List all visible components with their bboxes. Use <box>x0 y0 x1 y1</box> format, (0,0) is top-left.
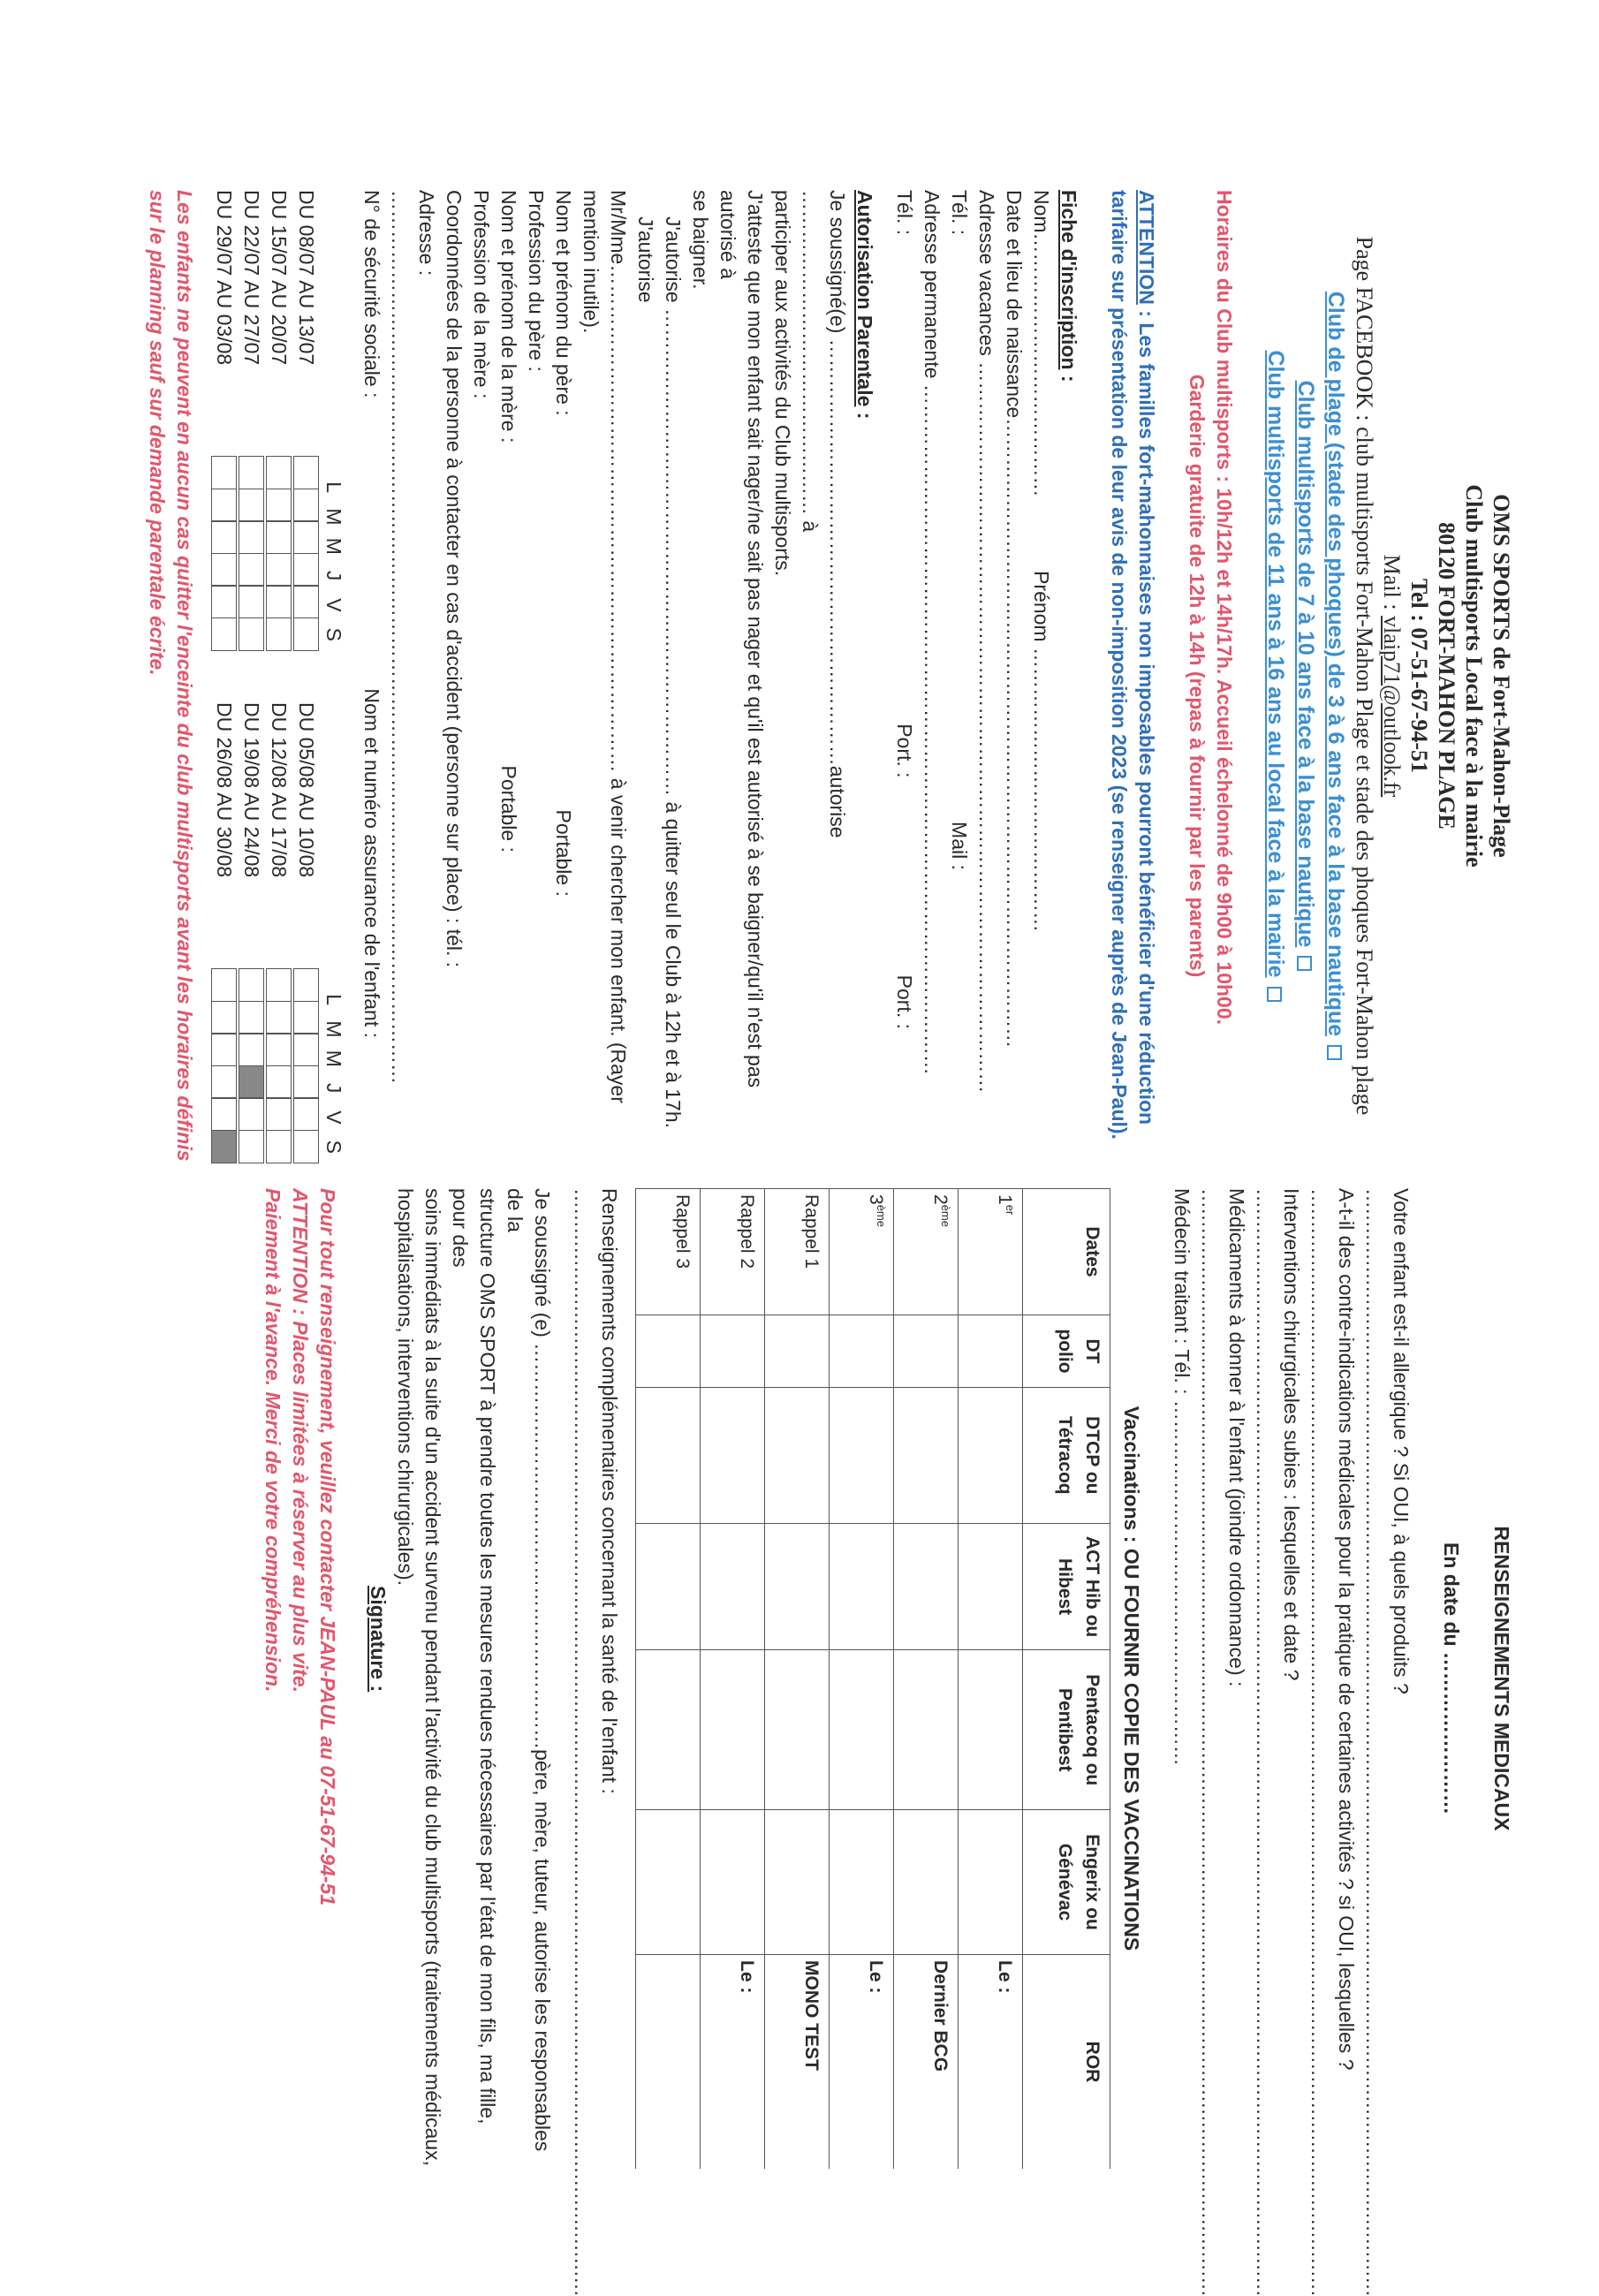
medication-answer[interactable]: ……………………………………………………………………………………………………………………………………………………… <box>1198 1188 1221 2296</box>
autorisation-line-2: participer aux activités du Club multisports. <box>771 190 794 577</box>
day-cell[interactable] <box>211 968 237 1002</box>
allergy-answer[interactable]: ……………………………………………………………………………………………………………………………………………………… <box>1362 1188 1385 2296</box>
hours-line-1: Horaires du Club multisports : 10h/12h et 14h/17h. Accueil échelonné de 9h00 à 10h00. <box>1213 190 1236 1026</box>
day-cell-closed <box>239 1065 264 1099</box>
consent-line-2: structure OMS SPORT à prendre toutes les mesures rendues nécessaires par l'état de mon fils, ma fille, pour des <box>449 1188 499 2125</box>
day-cell[interactable] <box>293 585 319 618</box>
mail-line: Mail : vlaip71@outlook.fr <box>1379 554 1405 798</box>
day-cell[interactable] <box>266 618 292 651</box>
day-cell[interactable] <box>293 1033 319 1066</box>
day-cell[interactable] <box>211 585 237 618</box>
day-cell[interactable] <box>239 1097 264 1131</box>
secu-field[interactable]: N° de sécurité sociale : <box>360 190 383 398</box>
day-cell[interactable] <box>266 1065 292 1099</box>
city: 80120 FORT-MAHON PLAGE <box>1434 522 1459 830</box>
week-row: DU 05/08 AU 10/08 <box>292 702 320 1162</box>
day-cell[interactable] <box>266 585 292 618</box>
day-cell[interactable] <box>211 553 237 587</box>
day-cell[interactable] <box>293 520 319 554</box>
mother-profession-field[interactable]: Profession de la mère : <box>470 190 493 399</box>
medication-question: Médicaments à donner à l'enfant (joindre ordonnance) : <box>1225 1188 1248 1687</box>
autorisation-line-3: J'atteste que mon enfant sait nager/ne sait pas nager et qu'il est autorisé à se baigner/qu'il n'est pas autorisé à <box>716 190 767 1088</box>
day-cell[interactable] <box>239 1130 264 1163</box>
birth-field[interactable]: Date et lieu de naissance………………………………………………………………………………… <box>1003 190 1026 1049</box>
week-row: DU 22/07 AU 27/07 <box>238 190 265 649</box>
day-cell[interactable] <box>293 618 319 651</box>
day-cell[interactable] <box>266 1001 292 1034</box>
day-cell[interactable] <box>266 1097 292 1131</box>
nom-field[interactable]: Nom………………………………… <box>1030 190 1053 497</box>
vaccination-title: Vaccinations : OU FOURNIR COPIE DES VACCINATIONS <box>1120 1406 1143 1951</box>
org-name: OMS SPORTS de Fort-Mahon-Plage <box>1489 494 1514 858</box>
schedule-july <box>210 190 347 649</box>
day-cell[interactable] <box>266 1033 292 1066</box>
vaccination-row: 3ème Le : <box>830 1189 894 2170</box>
port2-field[interactable]: Port. : <box>893 974 916 1029</box>
attention-note: ATTENTION : Les familles fort-mahonnaises non imposables pourront bénéficier d'une réduction tarifaire sur présentation de leur avis de non-imposition 2023 (se renseigner auprès de Jean-Paul). <box>1108 190 1158 1140</box>
tel2-field[interactable]: Tél. : <box>893 190 916 236</box>
surgery-answer[interactable]: ……………………………………………………………………………………………………………………………………………………… <box>1253 1188 1276 2296</box>
day-cell[interactable] <box>239 456 264 489</box>
checkbox-club-7-10[interactable] <box>1297 956 1312 971</box>
vaccination-row: Rappel 1 MONO TEST <box>765 1189 830 2170</box>
autorisation-line-5[interactable]: J'autorise ……………………………………………………………… à quitter seul le Club à 12h et à 17h. J'autorise <box>634 216 685 1129</box>
day-cell[interactable] <box>239 553 264 587</box>
week-row: DU 29/07 AU 03/08 <box>210 190 238 649</box>
day-header: L M M J V S <box>322 481 345 641</box>
vaccination-header-row: Dates DT polio DTCP ou Tétracoq ACT Hib ou Hibest Pentacoq ou Pentibest Engerix ou Génévac ROR <box>1023 1189 1110 2170</box>
consent-line-4: hospitalisations, interventions chirurgicales). <box>394 1188 417 1586</box>
club-subtitle: Club multisports Local face à la mairie <box>1461 484 1487 868</box>
week-row: DU 12/08 AU 17/08 <box>265 702 292 1162</box>
vaccination-row: Rappel 3 <box>636 1189 701 2170</box>
registration-panel <box>143 190 1515 1162</box>
mail-field[interactable]: Mail : <box>948 822 971 870</box>
signature-field[interactable]: Signature : <box>367 1586 390 1693</box>
permanent-address-field[interactable]: Adresse permanente ………………………………………………………………………………………… <box>921 190 943 1075</box>
warning-note: Les enfants ne peuvent en aucun cas quitter l'enceinte du club multisports avant les horaires définis sur le planning sauf sur demande parentale écrite. <box>146 190 196 1162</box>
fiche-title: Fiche d'inscription : <box>1057 190 1080 383</box>
footer-places: ATTENTION : Places limitées à réserver au plus vite. <box>289 1188 312 1693</box>
day-cell[interactable] <box>211 618 237 651</box>
day-cell[interactable] <box>211 489 237 522</box>
week-row: DU 08/07 AU 13/07 <box>292 190 320 649</box>
autorisation-title: Autorisation Parentale : <box>853 190 876 420</box>
surgery-question: Interventions chirurgicales subies : lesquelles et date ? <box>1280 1188 1303 1681</box>
medical-date-field[interactable]: En date du …………………… <box>1440 1542 1463 1815</box>
checkbox-club-plage[interactable] <box>1327 1045 1342 1060</box>
assurance-field[interactable]: Nom et numéro assurance de l'enfant : <box>360 688 383 1038</box>
day-cell[interactable] <box>266 1130 292 1163</box>
day-cell[interactable] <box>266 456 292 489</box>
vaccination-row: 1er Le : <box>959 1189 1023 2170</box>
footer-contact: Pour tout renseignement, veuillez contacter JEAN-PAUL au 07-51-67-94-51 <box>316 1188 339 1906</box>
day-cell[interactable] <box>239 618 264 651</box>
facebook-line: Page FACEBOOK : club multisports Fort-Mahon Plage et stade des phoques Fort-Mahon plage <box>1352 236 1377 1116</box>
day-cell[interactable] <box>239 1001 264 1034</box>
allergy-question: Votre enfant est-il allergique ? Si OUI, à quels produits ? <box>1390 1188 1413 1694</box>
day-cell[interactable] <box>293 1097 319 1131</box>
vacation-address-field[interactable]: Adresse vacances ……………………………………………………………………………………………… <box>975 190 998 1094</box>
day-cell-closed <box>211 1130 237 1163</box>
day-cell[interactable] <box>239 968 264 1002</box>
father-row <box>549 190 577 1162</box>
day-cell[interactable] <box>211 1001 237 1034</box>
medical-title: RENSEIGNEMENTS MEDICAUX <box>1490 1526 1513 1831</box>
club-option-3: Club multisports de 11 ans à 16 ans au local face à la mairie <box>1261 190 1291 1162</box>
consent-line-3: soins immédiats à la suite d'un accident survenu pendant l'activité du club multisports (traitements médicaux, <box>421 1188 444 2166</box>
club-option-1: Club de plage (stade des phoques) de 3 à 6 ans face à la base nautique <box>1321 190 1351 1162</box>
mother-row <box>495 190 522 1162</box>
phone: Tel : 07-51-67-94-51 <box>1406 578 1432 773</box>
day-cell[interactable] <box>211 1033 237 1066</box>
autorisation-line-4: se baigner. <box>689 190 712 290</box>
day-cell[interactable] <box>211 1065 237 1099</box>
hours-line-2: Garderie gratuite de 12h à 14h (repas à fournir par les parents) <box>1186 374 1209 978</box>
contraindication-answer[interactable]: ……………………………………………………………………………………………………………………………………………………… <box>1307 1188 1330 2296</box>
day-cell[interactable] <box>293 456 319 489</box>
day-cell[interactable] <box>266 520 292 554</box>
father-portable-field[interactable]: Portable : <box>552 809 575 897</box>
contraindication-question: A-t-il des contre-indications médicales pour la pratique de certaines activités ? si OUI, lesquelles ? <box>1335 1188 1358 2071</box>
tel-port-row <box>890 190 918 1162</box>
checkbox-club-11-16[interactable] <box>1267 987 1282 1002</box>
day-cell[interactable] <box>293 553 319 587</box>
complementary-info: Renseignements complémentaires concernant la santé de l'enfant : <box>598 1188 621 1794</box>
father-name-field[interactable]: Nom et prénom du père : <box>552 190 575 416</box>
week-row: DU 19/08 AU 24/08 <box>238 702 265 1162</box>
doctor-field[interactable]: Médecin traitant : Tél. : ……………………………………………… <box>1171 1188 1194 1766</box>
day-cell[interactable] <box>293 1130 319 1163</box>
day-cell[interactable] <box>266 489 292 522</box>
vaccination-table <box>635 1188 1110 2169</box>
day-cell[interactable] <box>266 968 292 1002</box>
medical-panel <box>259 1188 1515 2296</box>
schedule-august <box>210 702 347 1162</box>
consent-line-1[interactable]: Je soussigné (e) ……………………………………………………père, mère, tuteur, autorise les responsables de la <box>504 1188 554 2152</box>
day-cell[interactable] <box>266 553 292 587</box>
vaccination-row: Rappel 2 Le : <box>701 1189 765 2170</box>
mother-name-field[interactable]: Nom et prénom de la mère : <box>497 190 520 443</box>
day-cell[interactable] <box>293 489 319 522</box>
day-cell[interactable] <box>211 456 237 489</box>
prenom-field[interactable]: Prénom …………………………………… <box>1030 571 1053 932</box>
tel-field[interactable]: Tél. : <box>948 190 971 236</box>
autorisation-line-1[interactable]: Je soussigné(e) ………………………………………………………autorise ………………………………………… à <box>799 190 849 838</box>
club-option-2: Club multisports de 7 à 10 ans face à la base nautique <box>1291 190 1321 1162</box>
day-cell[interactable] <box>211 1097 237 1131</box>
day-cell[interactable] <box>239 1033 264 1066</box>
day-cell[interactable] <box>293 1065 319 1099</box>
mother-portable-field[interactable]: Portable : <box>497 765 520 852</box>
schedule <box>210 190 347 1162</box>
mail-link[interactable]: vlaip71@outlook.fr <box>1379 616 1405 798</box>
day-cell[interactable] <box>239 520 264 554</box>
autorisation-line-6[interactable]: Mr/Mme………………………………………………………………… à venir chercher mon enfant. (Rayer mention inutile). <box>580 190 630 1103</box>
footer-payment: Paiement à l'avance. Merci de votre compréhension. <box>261 1188 284 1693</box>
secu-row <box>358 190 385 1162</box>
father-profession-field[interactable]: Profession du père : <box>525 190 548 372</box>
vaccination-row: 2ème Dernier BCG <box>894 1189 959 2170</box>
header <box>1351 190 1515 1162</box>
day-cell[interactable] <box>239 489 264 522</box>
contact-address-field[interactable]: Adresse : …………………………………………………………………………………………………………………… <box>388 190 438 1084</box>
complementary-answer[interactable]: ……………………………………………………………………………………………………………………………………………………… <box>571 1188 594 2296</box>
day-cell[interactable] <box>293 1001 319 1034</box>
name-row <box>1027 190 1055 1162</box>
day-cell[interactable] <box>293 968 319 1002</box>
day-header: L M M J V S <box>322 994 345 1154</box>
week-row: DU 26/08 AU 30/08 <box>210 702 238 1162</box>
day-cell[interactable] <box>211 520 237 554</box>
week-row: DU 15/07 AU 20/07 <box>265 190 292 649</box>
tel-mail-row <box>945 190 973 1162</box>
day-cell[interactable] <box>239 585 264 618</box>
contact-field[interactable]: Coordonnées de la personne à contacter en cas d'accident (personne sur place) : tél. : <box>443 190 466 968</box>
port1-field[interactable]: Port. : <box>893 724 916 778</box>
